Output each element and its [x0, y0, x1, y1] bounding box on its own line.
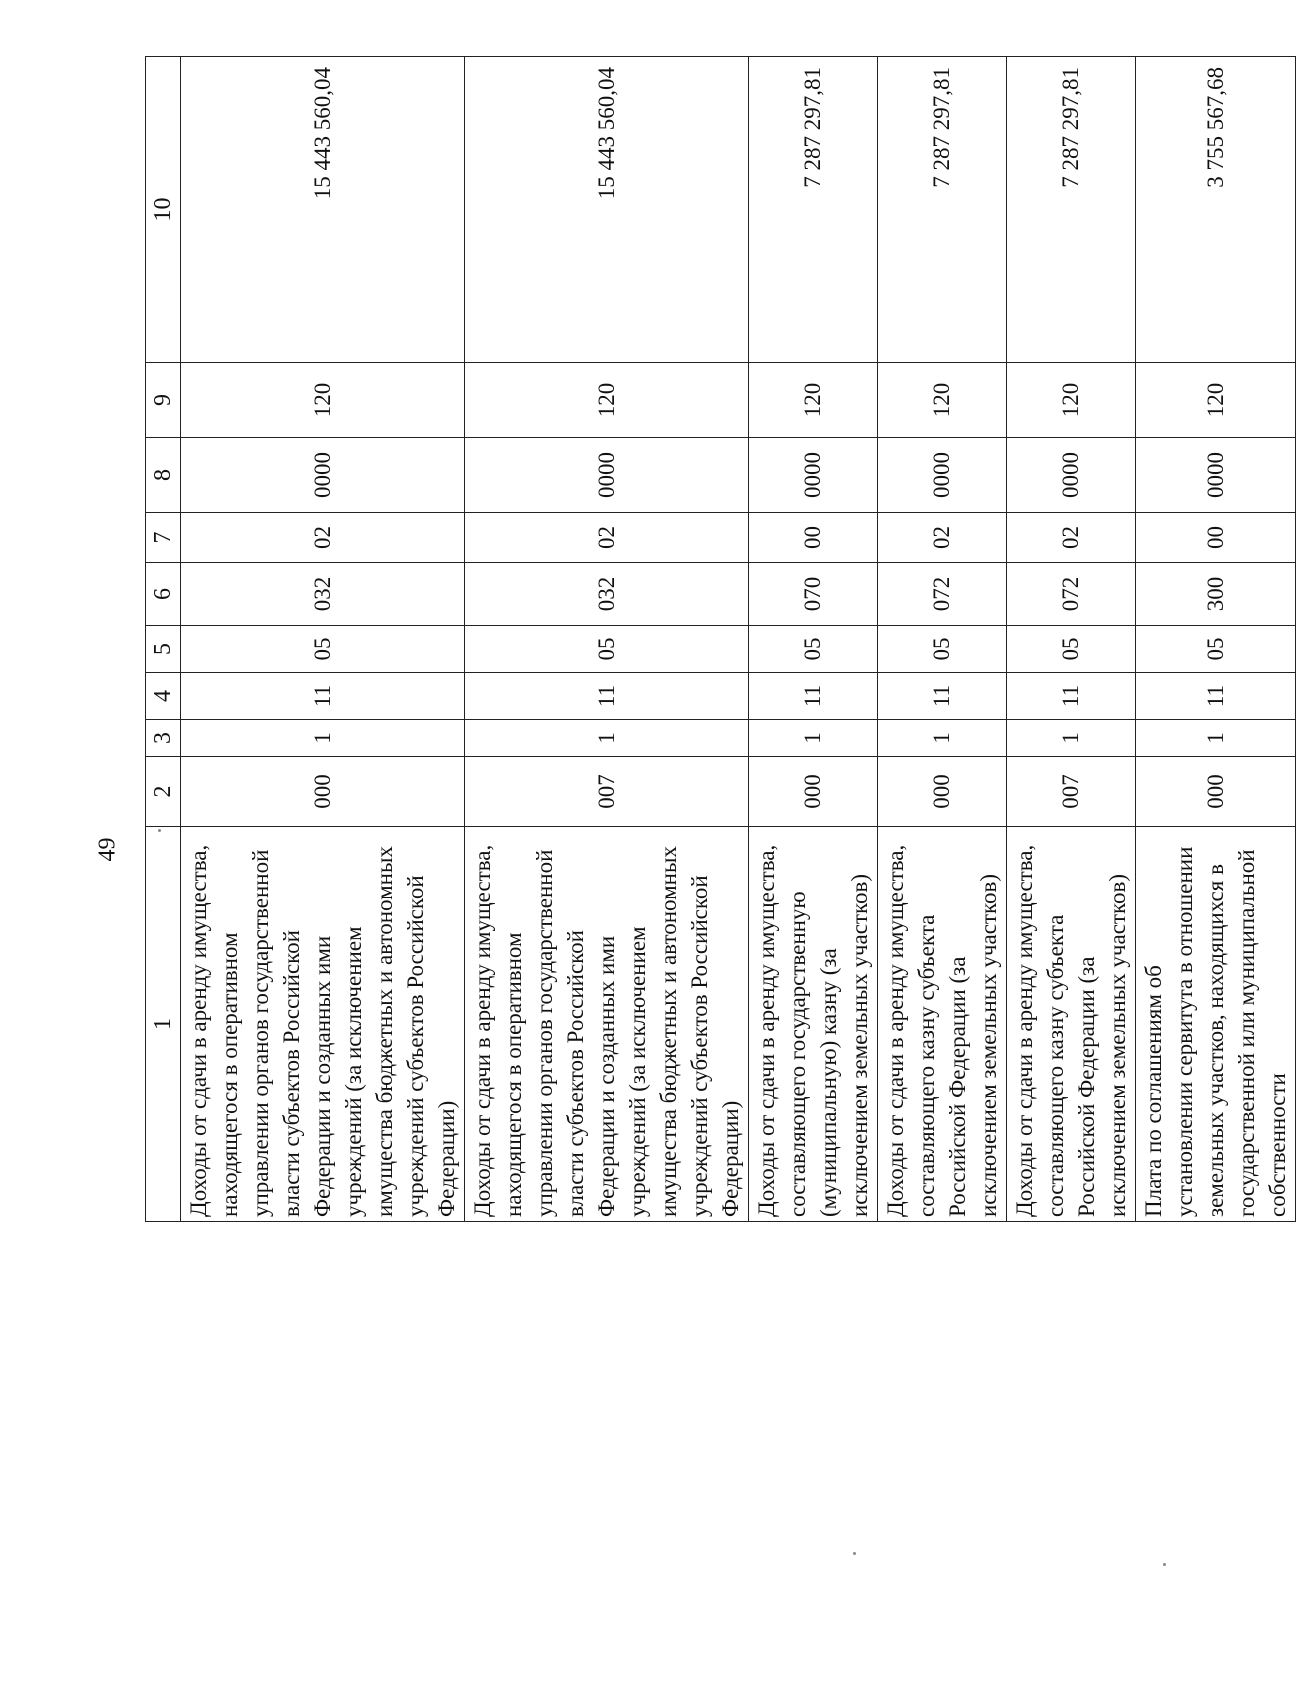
- subgroup-code: 11: [465, 673, 749, 720]
- group-code: 1: [465, 720, 749, 757]
- income-description: Доходы от сдачи в аренду имущества, составляющего государственную (муниципальную) казну (за исключением земельных участков): [749, 827, 878, 1222]
- table-row: [1007, 57, 1136, 1222]
- subarticle-code: 070: [749, 563, 878, 626]
- subarticle-code: 032: [181, 563, 465, 626]
- element-code: 00: [749, 513, 878, 563]
- subarticle-code: 300: [1136, 563, 1296, 626]
- amount: 3 755 567,68: [1136, 57, 1296, 363]
- table-row: [181, 57, 465, 1222]
- group-code: 1: [749, 720, 878, 757]
- column-header: 8: [146, 438, 181, 513]
- element-code: 02: [465, 513, 749, 563]
- subgroup-code: 11: [749, 673, 878, 720]
- page-number: 49: [94, 837, 121, 862]
- table-row: [878, 57, 1007, 1222]
- amount: 7 287 297,81: [749, 57, 878, 363]
- group-code: 1: [1007, 720, 1136, 757]
- article-code: 05: [1007, 626, 1136, 673]
- income-description: Доходы от сдачи в аренду имущества, составляющего казну субъекта Российской Федерации (за исключением земельных участков): [1007, 827, 1136, 1222]
- subgroup-code: 11: [878, 673, 1007, 720]
- economic-code: 120: [749, 363, 878, 438]
- income-description: Доходы от сдачи в аренду имущества, находящегося в оперативном управлении органов государственной власти субъектов Российской Федерации и созданных ими учреждений (за исключением имущества бюджетных и автономных учреждений субъектов Российской Федерации): [181, 827, 465, 1222]
- economic-code: 120: [878, 363, 1007, 438]
- article-code: 05: [749, 626, 878, 673]
- article-code: 05: [465, 626, 749, 673]
- subgroup-code: 11: [1136, 673, 1296, 720]
- table-row: [465, 57, 749, 1222]
- header-row: [146, 57, 181, 1222]
- element-code: 00: [1136, 513, 1296, 563]
- program-code: 0000: [878, 438, 1007, 513]
- income-description: Плата по соглашениям об установлении сервитута в отношении земельных участков, находящихся в государственной или муниципальной собственности: [1136, 827, 1296, 1222]
- column-header: 5: [146, 626, 181, 673]
- column-header: 10: [146, 57, 181, 363]
- column-header: 1: [146, 827, 181, 1222]
- subarticle-code: 072: [878, 563, 1007, 626]
- column-header: 6: [146, 563, 181, 626]
- column-header: 9: [146, 363, 181, 438]
- amount: 15 443 560,04: [465, 57, 749, 363]
- group-code: 1: [181, 720, 465, 757]
- article-code: 05: [1136, 626, 1296, 673]
- program-code: 0000: [1007, 438, 1136, 513]
- element-code: 02: [181, 513, 465, 563]
- admin-code: 000: [1136, 757, 1296, 827]
- subarticle-code: 032: [465, 563, 749, 626]
- admin-code: 000: [181, 757, 465, 827]
- program-code: 0000: [181, 438, 465, 513]
- scan-speck: [1163, 1563, 1166, 1566]
- revenue-table: [145, 56, 1296, 1222]
- column-header: 3: [146, 720, 181, 757]
- table-row: [1136, 57, 1296, 1222]
- economic-code: 120: [1136, 363, 1296, 438]
- element-code: 02: [1007, 513, 1136, 563]
- scan-speck: [158, 829, 161, 832]
- program-code: 0000: [1136, 438, 1296, 513]
- article-code: 05: [181, 626, 465, 673]
- program-code: 0000: [465, 438, 749, 513]
- income-description: Доходы от сдачи в аренду имущества, составляющего казну субъекта Российской Федерации (за исключением земельных участков): [878, 827, 1007, 1222]
- subarticle-code: 072: [1007, 563, 1136, 626]
- economic-code: 120: [465, 363, 749, 438]
- group-code: 1: [1136, 720, 1296, 757]
- group-code: 1: [878, 720, 1007, 757]
- subgroup-code: 11: [181, 673, 465, 720]
- admin-code: 007: [465, 757, 749, 827]
- economic-code: 120: [1007, 363, 1136, 438]
- income-description: Доходы от сдачи в аренду имущества, находящегося в оперативном управлении органов государственной власти субъектов Российской Федерации и созданных ими учреждений (за исключением имущества бюджетных и автономных учреждений субъектов Российской Федерации): [465, 827, 749, 1222]
- admin-code: 000: [878, 757, 1007, 827]
- column-header: 7: [146, 513, 181, 563]
- rotated-table-container: [145, 57, 1290, 1222]
- column-header: 4: [146, 673, 181, 720]
- article-code: 05: [878, 626, 1007, 673]
- economic-code: 120: [181, 363, 465, 438]
- scan-speck: [853, 1552, 856, 1555]
- table-row: [749, 57, 878, 1222]
- admin-code: 007: [1007, 757, 1136, 827]
- amount: 15 443 560,04: [181, 57, 465, 363]
- program-code: 0000: [749, 438, 878, 513]
- column-header: 2: [146, 757, 181, 827]
- subgroup-code: 11: [1007, 673, 1136, 720]
- element-code: 02: [878, 513, 1007, 563]
- admin-code: 000: [749, 757, 878, 827]
- amount: 7 287 297,81: [1007, 57, 1136, 363]
- amount: 7 287 297,81: [878, 57, 1007, 363]
